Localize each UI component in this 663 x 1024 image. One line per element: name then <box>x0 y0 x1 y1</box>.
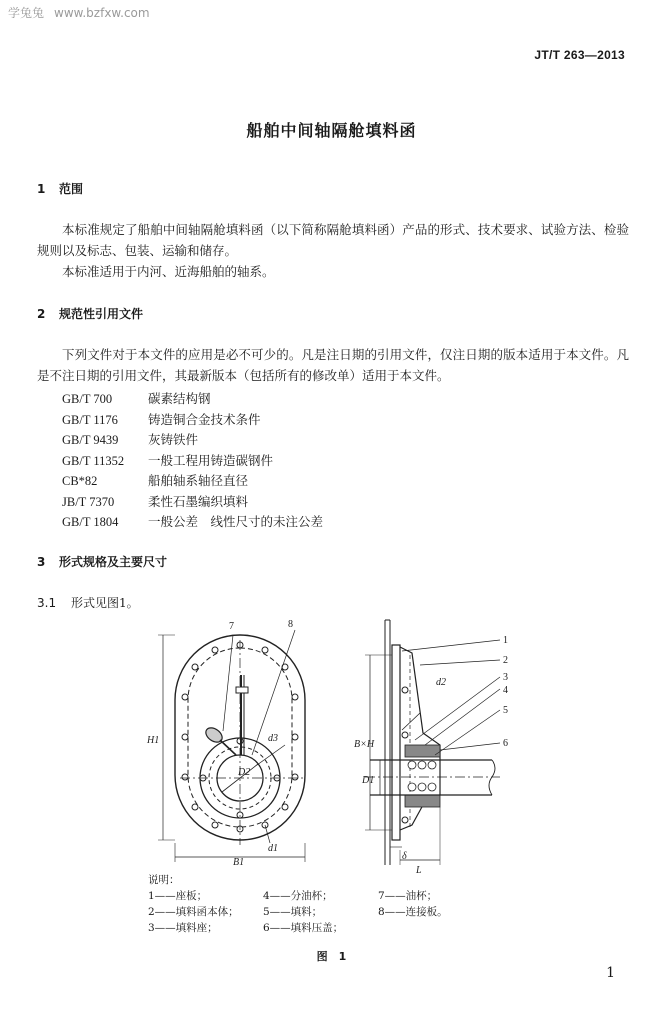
watermark <box>8 4 160 21</box>
reference-item <box>62 471 323 492</box>
label-d2: d2 <box>436 677 446 688</box>
section-number: 1 <box>37 182 46 196</box>
section-3-heading <box>37 553 167 570</box>
label-D1: D1 <box>362 775 375 786</box>
label-4: 4 <box>503 685 508 696</box>
label-d1: d1 <box>268 843 278 854</box>
reference-code: GB/T 11352 <box>62 453 125 468</box>
reference-item <box>62 492 323 513</box>
section-number: 3 <box>37 555 46 569</box>
legend-item: 1——座板； <box>148 890 208 902</box>
label-B1: B1 <box>233 857 245 868</box>
legend-row <box>148 888 493 904</box>
label-1: 1 <box>503 635 508 646</box>
page-number: 1 <box>606 965 615 981</box>
reference-item <box>62 389 323 410</box>
legend-row <box>148 904 493 920</box>
reference-item <box>62 451 323 472</box>
legend-row <box>148 920 493 936</box>
section-1-paragraph-2: 本标准适用于内河、近海船舶的轴系。 <box>62 264 275 279</box>
section-2-heading <box>37 305 143 322</box>
legend-item: 6——填料压盖； <box>263 922 344 934</box>
label-L: L <box>416 865 422 873</box>
label-d3: d3 <box>268 733 278 744</box>
label-6: 6 <box>503 738 508 749</box>
reference-name: 一般工程用铸造碳钢件 <box>148 452 274 468</box>
reference-code: GB/T 1176 <box>62 412 118 427</box>
reference-item <box>62 410 323 431</box>
legend-title: 说明： <box>148 874 180 886</box>
label-8: 8 <box>288 619 293 630</box>
side-seat-plate <box>392 645 400 840</box>
reference-code: GB/T 9439 <box>62 433 119 447</box>
reference-name: 一般公差 线性尺寸的未注公差 <box>148 514 324 529</box>
legend-item: 2——填料函本体； <box>148 906 239 918</box>
reference-name: 船舶轴系轴径直径 <box>148 473 249 488</box>
legend-item: 7——油杯； <box>378 890 438 902</box>
section-title: 规范性引用文件 <box>59 307 144 321</box>
section-1-heading <box>37 180 83 197</box>
section-1-paragraph-1: 本标准规定了船舶中间轴隔舱填料函（以下简称隔舱填料函）产品的形式、技术要求、试验方法、检验规则以及标志、包装、运输和储存。 <box>37 222 629 258</box>
section-2-paragraph: 下列文件对于本文件的应用是必不可少的。凡是注日期的引用文件，仅注日期的版本适用于本文件。凡是不注日期的引用文件，其最新版本（包括所有的修改单）适用于本文件。 <box>37 347 629 383</box>
reference-code: CB*82 <box>62 474 98 488</box>
standard-code: JT/T 263—2013 <box>534 48 625 62</box>
figure-1-drawing <box>140 615 530 873</box>
subsection-3-1 <box>37 594 139 611</box>
section-number: 2 <box>37 307 46 321</box>
label-H1: H1 <box>147 735 160 746</box>
reference-name: 灰铸铁件 <box>148 432 199 447</box>
reference-item <box>62 512 323 533</box>
subsection-text: 形式见图1。 <box>71 596 139 610</box>
reference-code: JB/T 7370 <box>62 494 115 509</box>
label-BxH: B×H <box>354 739 375 750</box>
reference-name: 碳素结构钢 <box>148 391 211 406</box>
label-2: 2 <box>503 655 508 666</box>
watermark-site-name: 学兔兔 <box>8 6 45 20</box>
section-title: 范围 <box>59 182 84 196</box>
legend-item: 5——填料； <box>263 906 323 918</box>
packing <box>405 745 440 757</box>
figure-legend <box>148 872 493 936</box>
reference-list <box>62 389 323 533</box>
subsection-number: 3.1 <box>37 596 57 610</box>
reference-name: 铸造铜合金技术条件 <box>148 411 261 427</box>
label-delta: δ <box>402 851 407 862</box>
figure-caption: 图 1 <box>316 950 347 963</box>
label-5: 5 <box>503 705 508 716</box>
legend-item: 8——连接板。 <box>378 906 448 918</box>
watermark-url: www.bzfxw.com <box>54 6 150 20</box>
reference-item <box>62 430 323 451</box>
reference-code: GB/T 700 <box>62 392 113 406</box>
label-D2: D2 <box>238 767 251 778</box>
page-title: 船舶中间轴隔舱填料函 <box>246 121 417 140</box>
reference-code: GB/T 1804 <box>62 515 119 529</box>
label-3: 3 <box>503 672 508 683</box>
reference-name: 柔性石墨编织填料 <box>148 493 249 509</box>
section-title: 形式规格及主要尺寸 <box>59 555 168 569</box>
label-7: 7 <box>229 621 234 632</box>
legend-item: 3——填料座； <box>148 922 218 934</box>
legend-item: 4——分油杯； <box>263 890 333 902</box>
